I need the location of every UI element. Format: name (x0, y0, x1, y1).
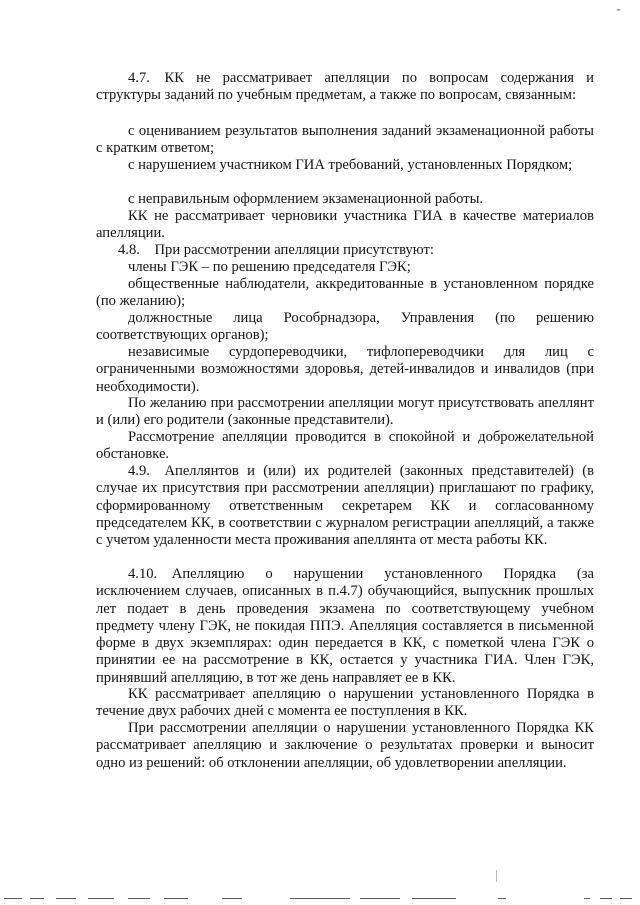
scan-artifact (600, 898, 612, 899)
scan-artifact (360, 898, 400, 899)
paragraph-parents: По желанию при рассмотрении апелляции могут присутствовать апеллянт и (или) его родители (законные представители). (96, 395, 594, 429)
paragraph-4-9: 4.9. Апеллянтов и (или) их родителей (законных представителей) (в случае их присутствия при рассмотрении апелляции) приглашают по графику, сформированному ответственным секретарем КК и согласованному председателем КК, в соответствии с журналом регистрации апелляций, а также с учетом удаленности места проживания апеллянта от места работы КК. (96, 463, 594, 549)
paragraph-formatting: с неправильным оформлением экзаменационной работы. (128, 191, 484, 207)
corner-mark-icon: - (616, 2, 622, 18)
scan-artifact (290, 898, 350, 899)
paragraph-decision: При рассмотрении апелляции о нарушении установленного Порядка КК рассматривает апелляцию и заключение о результатах проверки и выносит одно из решений: об отклонении апелляции, об удовлетворении апелляции. (96, 720, 594, 771)
scan-artifact (128, 898, 150, 899)
paragraph-4-8: 4.8. При рассмотрении апелляции присутствуют: (118, 242, 434, 258)
scan-artifact (620, 898, 632, 899)
paragraph-violation: с нарушением участником ГИА требований, установленных Порядком; (128, 157, 573, 173)
scan-artifact (30, 898, 44, 899)
scan-artifact (164, 898, 188, 899)
scan-artifact (88, 898, 114, 899)
paragraph-gek-members: члены ГЭК – по решению председателя ГЭК; (128, 259, 411, 275)
paragraph-interpreters: независимые сурдопереводчики, тифлопереводчики для лиц с ограниченными возможностями здоровья, детей-инвалидов и инвалидов (при необходимости). (96, 344, 594, 395)
scan-artifact (56, 898, 76, 899)
scan-artifact (498, 898, 506, 899)
scan-artifact (412, 898, 456, 899)
paragraph-4-7: 4.7. КК не рассматривает апелляции по вопросам содержания и структуры заданий по учебным предметам, а также по вопросам, связанным: (96, 70, 594, 104)
paragraph-drafts: КК не рассматривает черновики участника ГИА в качестве материалов апелляции. (96, 208, 594, 242)
paragraph-officials: должностные лица Рособрнадзора, Управления (по решению соответствующих органов); (96, 310, 594, 344)
paragraph-two-days: КК рассматривает апелляцию о нарушении установленного Порядка в течение двух рабочих дней с момента ее поступления в КК. (96, 686, 594, 720)
paragraph-grading: с оцениванием результатов выполнения заданий экзаменационной работы с кратким ответом; (96, 123, 594, 157)
paragraph-atmosphere: Рассмотрение апелляции проводится в спокойной и доброжелательной обстановке. (96, 429, 594, 463)
scan-artifact (584, 898, 590, 899)
scan-artifact (222, 898, 242, 899)
paragraph-observers: общественные наблюдатели, аккредитованные в установленном порядке (по желанию); (96, 276, 594, 310)
paragraph-4-10: 4.10. Апелляцию о нарушении установленного Порядка (за исключением случаев, описанных в п.4.7) обучающийся, выпускник прошлых лет подает в день проведения экзамена по соответствующему учебном предмету члену ГЭК, не покидая ППЭ. Апелляция составляется в письменной форме в двух экземплярах: один передается в КК, с пометкой члена ГЭК о принятии ее на рассмотрение в КК, остается у участника ГИА. Член ГЭК, принявший апелляцию, в тот же день направляет ее в КК. (96, 566, 594, 686)
scan-artifact (496, 870, 497, 882)
scan-artifact (4, 898, 22, 899)
